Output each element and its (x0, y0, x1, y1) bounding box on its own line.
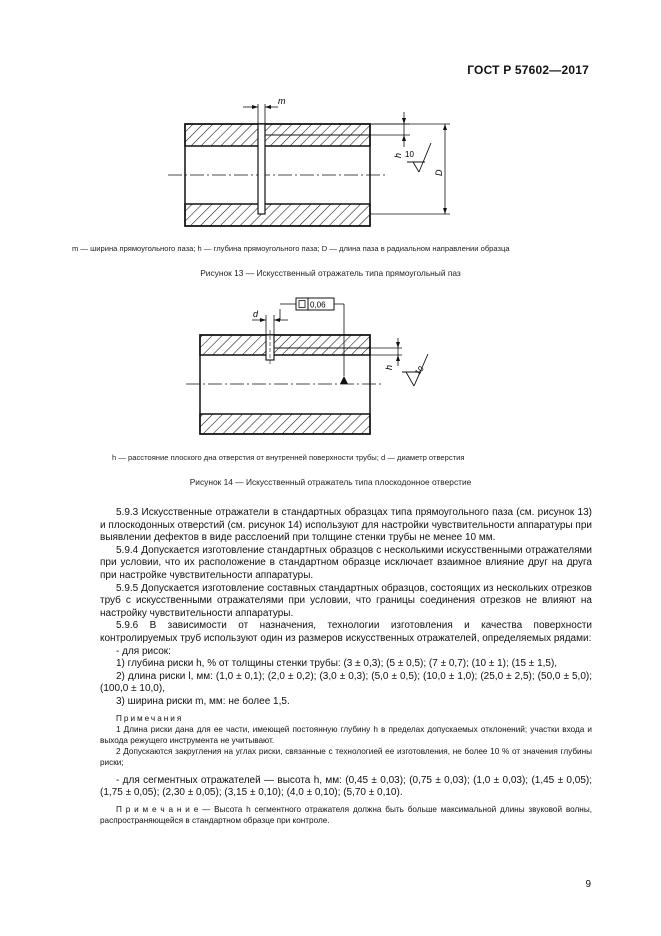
figure-13-legend: m — ширина прямоугольного паза; h — глубина прямоугольного паза; D — длина паза в радиальном направлении образца (72, 244, 510, 253)
fig13-bottom-wall (185, 204, 370, 226)
page-number: 9 (585, 879, 591, 890)
note-2: 2 Допускаются закругления на углах риски, связанные с технологией ее изготовления, не более 10 % от значения глубины риски; (100, 747, 592, 768)
fig14-roughness: 10 (413, 364, 426, 377)
fig14-label-d: d (253, 309, 259, 319)
list-item-depth: 1) глубина риски h, % от толщины стенки трубы: (3 ± 0,3); (5 ± 0,5); (7 ± 0,7); (10 ± 1); (15 ± 1,5), (116, 658, 558, 670)
fig13-roughness: 10 (405, 150, 414, 159)
fig13-slot (258, 124, 265, 214)
fig14-bottom-wall (200, 414, 370, 434)
fig13-label-m: m (278, 96, 286, 106)
standard-header: ГОСТ Р 57602—2017 (467, 63, 589, 77)
paragraph-5-9-3: 5.9.3 Искусственные отражатели в стандартных образцах типа прямоугольного паза (см. рисунок 13) и плоскодонных отверстий (см. рисунок 14) используют для настройки чувствительности аппаратуры при выявлении дефектов в виде расслоений при толщине стенки трубы не менее 10 мм. (100, 507, 592, 544)
fig13-label-h: h (393, 152, 403, 158)
figure-14-legend: h — расстояние плоского дна отверстия от внутренней поверхности трубы; d — диаметр отверстия (112, 453, 465, 462)
paragraph-5-9-4: 5.9.4 Допускается изготовление стандартных образцов с несколькими искусственными отражателями при условии, что их расположение в стандартном образце исключает взаимное влияние друг на друга при настройке чувствительности аппаратуры. (100, 544, 592, 581)
list-intro-scratches: - для рисок: (116, 645, 171, 657)
note-3: П р и м е ч а н и е — Высота h сегментного отражателя должна быть больше максимальной длины звуковой волны, распространяющейся в стандартном образце при контроле. (100, 804, 592, 825)
section-body (100, 507, 592, 826)
fig13-label-D: D (434, 169, 444, 176)
list-item-length: 2) длина риски l, мм: (1,0 ± 0,1); (2,0 ± 0,2); (3,0 ± 0,3); (5,0 ± 0,5); (10,0 ± 1,0); (25,0 ± 2,5); (50,0 ± 5,0); (100,0 ± 10,0), (100, 670, 592, 695)
paragraph-5-9-6: 5.9.6 В зависимости от назначения, технологии изготовления и качества поверхности контролируемых труб используют один из размеров искусственных отражателей, определяемых рядами: (100, 620, 592, 644)
fig14-tolerance: 0,06 (310, 300, 326, 310)
figure-14-drawing (0, 290, 661, 450)
figure-14-caption: Рисунок 14 — Искусственный отражатель типа плоскодонное отверстие (189, 477, 472, 487)
list-item-segment-height: - для сегментных отражателей — высота h, мм: (0,45 ± 0,03); (0,75 ± 0,03); (1,0 ± 0,03); (1,45 ± 0,05); (1,75 ± 0,05); (2,30 ± 0,05); (3,15 ± 0,10); (4,0 ± 0,10); (5,70 ± 0,10). (100, 774, 592, 799)
fig14-label-h: h (384, 364, 394, 370)
figure-13-caption: Рисунок 13 — Искусственный отражатель типа прямоугольный паз (200, 268, 461, 278)
note-1: 1 Длина риски дана для ее части, имеющей постоянную глубину h в пределах допускаемых отклонений; участки входа и выхода режущего инструмента не учитывают. (100, 724, 592, 745)
notes-title: Примечания (116, 713, 184, 723)
list-item-width: 3) ширина риски m, мм: не более 1,5. (116, 695, 290, 707)
paragraph-5-9-5: 5.9.5 Допускается изготовление составных стандартных образцов, состоящих из нескольких отрезков труб с искусственными отражателями при условии, что границы соединения отрезков не влияют на настройку чувствительности аппаратуры. (100, 582, 592, 619)
figure-13-drawing (0, 0, 661, 235)
fig14-top-wall (200, 335, 370, 355)
